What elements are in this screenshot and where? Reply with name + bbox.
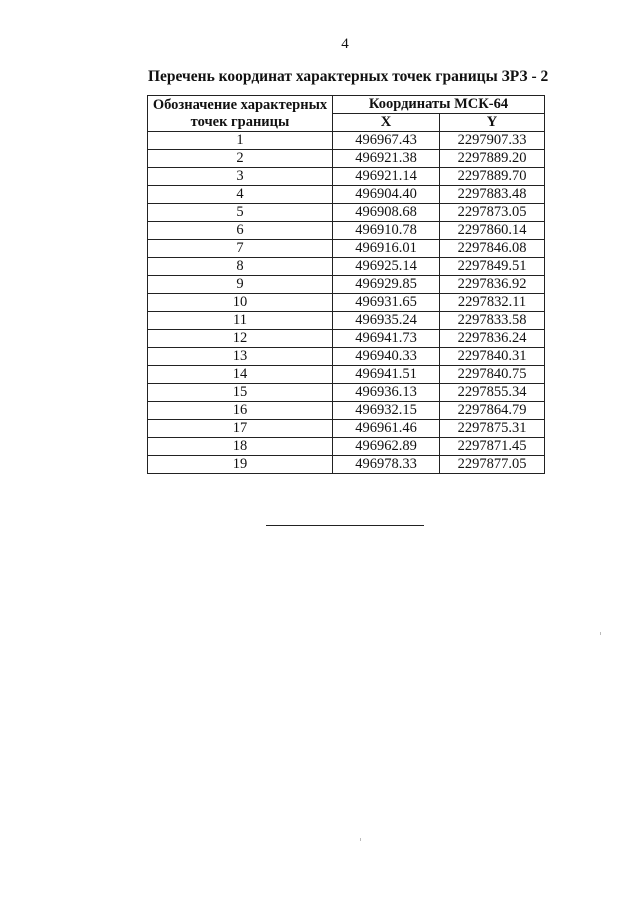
x-coordinate-cell: 496941.73 [333,330,440,348]
x-coordinate-cell: 496921.38 [333,150,440,168]
point-cell: 2 [148,150,333,168]
point-cell: 12 [148,330,333,348]
point-cell: 3 [148,168,333,186]
header-x: X [333,114,440,132]
point-cell: 7 [148,240,333,258]
x-coordinate-cell: 496940.33 [333,348,440,366]
point-cell: 6 [148,222,333,240]
y-coordinate-cell: 2297836.92 [440,276,545,294]
y-coordinate-cell: 2297877.05 [440,456,545,474]
x-coordinate-cell: 496904.40 [333,186,440,204]
table-row [148,348,545,366]
x-coordinate-cell: 496931.65 [333,294,440,312]
table-row [148,204,545,222]
point-cell: 19 [148,456,333,474]
table-row [148,258,545,276]
y-coordinate-cell: 2297849.51 [440,258,545,276]
x-coordinate-cell: 496921.14 [333,168,440,186]
table-row [148,186,545,204]
y-coordinate-cell: 2297860.14 [440,222,545,240]
table-row [148,132,545,150]
table-row [148,240,545,258]
point-cell: 14 [148,366,333,384]
scan-speck [600,632,601,635]
table-row [148,276,545,294]
y-coordinate-cell: 2297846.08 [440,240,545,258]
x-coordinate-cell: 496925.14 [333,258,440,276]
y-coordinate-cell: 2297889.20 [440,150,545,168]
y-coordinate-cell: 2297873.05 [440,204,545,222]
table-row [148,438,545,456]
point-cell: 11 [148,312,333,330]
point-cell: 1 [148,132,333,150]
x-coordinate-cell: 496978.33 [333,456,440,474]
page-number: 4 [341,36,349,52]
x-coordinate-cell: 496916.01 [333,240,440,258]
point-cell: 15 [148,384,333,402]
point-cell: 18 [148,438,333,456]
y-coordinate-cell: 2297855.34 [440,384,545,402]
header-coordinates-system: Координаты МСК-64 [333,96,545,114]
point-cell: 16 [148,402,333,420]
y-coordinate-cell: 2297864.79 [440,402,545,420]
table-row [148,420,545,438]
point-cell: 5 [148,204,333,222]
table-row [148,456,545,474]
table-row [148,150,545,168]
table-row [148,222,545,240]
table-row [148,402,545,420]
signature-line [266,525,424,526]
y-coordinate-cell: 2297871.45 [440,438,545,456]
x-coordinate-cell: 496929.85 [333,276,440,294]
x-coordinate-cell: 496908.68 [333,204,440,222]
x-coordinate-cell: 496941.51 [333,366,440,384]
point-cell: 4 [148,186,333,204]
y-coordinate-cell: 2297832.11 [440,294,545,312]
document-title: Перечень координат характерных точек границы ЗРЗ - 2 [148,68,549,85]
scan-speck [360,838,361,841]
point-cell: 13 [148,348,333,366]
y-coordinate-cell: 2297907.33 [440,132,545,150]
y-coordinate-cell: 2297883.48 [440,186,545,204]
x-coordinate-cell: 496932.15 [333,402,440,420]
y-coordinate-cell: 2297836.24 [440,330,545,348]
table-row [148,312,545,330]
coordinates-table [147,95,545,474]
table-body [148,132,545,474]
x-coordinate-cell: 496936.13 [333,384,440,402]
x-coordinate-cell: 496967.43 [333,132,440,150]
table-header-row [148,96,545,114]
table-row [148,294,545,312]
x-coordinate-cell: 496961.46 [333,420,440,438]
x-coordinate-cell: 496962.89 [333,438,440,456]
point-cell: 8 [148,258,333,276]
y-coordinate-cell: 2297833.58 [440,312,545,330]
y-coordinate-cell: 2297875.31 [440,420,545,438]
x-coordinate-cell: 496910.78 [333,222,440,240]
point-cell: 9 [148,276,333,294]
point-cell: 17 [148,420,333,438]
table-row [148,168,545,186]
point-cell: 10 [148,294,333,312]
y-coordinate-cell: 2297889.70 [440,168,545,186]
table-row [148,366,545,384]
x-coordinate-cell: 496935.24 [333,312,440,330]
y-coordinate-cell: 2297840.75 [440,366,545,384]
table-row [148,384,545,402]
header-point-designation: Обозначение характерных точек границы [148,96,333,132]
header-y: Y [440,114,545,132]
table-row [148,330,545,348]
y-coordinate-cell: 2297840.31 [440,348,545,366]
